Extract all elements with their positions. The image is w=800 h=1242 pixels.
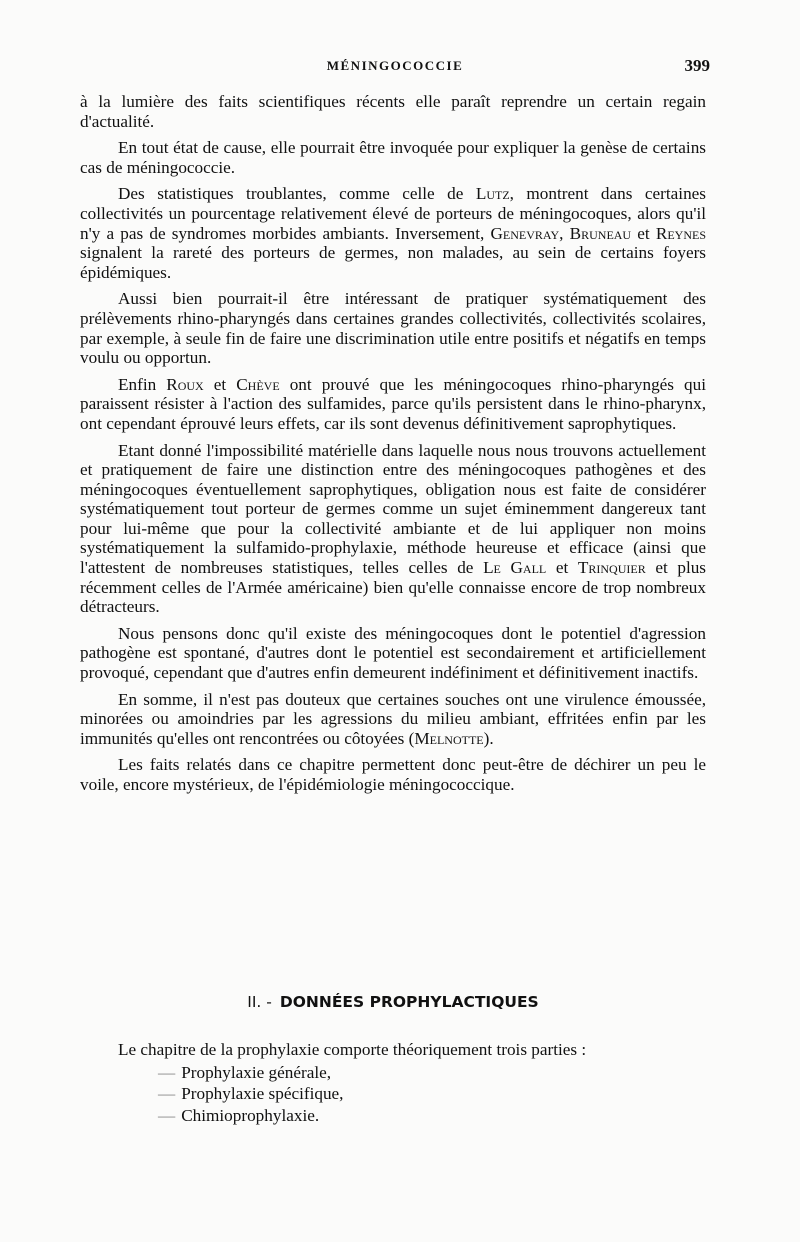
list-item (158, 1084, 706, 1104)
author-name-roux: Roux (166, 374, 204, 394)
list-item-label: Prophylaxie spécifique, (181, 1084, 344, 1104)
author-name-genevray: Genevray (490, 223, 560, 243)
page-number: 399 (684, 56, 710, 75)
text-run: et (546, 558, 578, 578)
text-run: signalent la rareté des porteurs de germes, non malades, au sein de certains foyers épidémiques. (80, 243, 706, 282)
author-name-cheve: Chève (236, 374, 280, 394)
list-item-label: Chimioprophylaxie. (181, 1105, 320, 1125)
paragraph-7: Nous pensons donc qu'il existe des méningocoques dont le potentiel d'agression pathogène est spontané, d'autres dont le potentiel est secondairement et artificiellement provoqué, cependant que d'autres enfin demeurent indéfiniment et définitivement inactifs. (80, 623, 706, 683)
text-run: et (631, 223, 656, 243)
running-head (80, 58, 710, 80)
section-number: II. - (247, 993, 272, 1011)
list-item (158, 1106, 706, 1126)
text-run: et (203, 374, 237, 394)
body-text (80, 92, 706, 802)
section-title: DONNÉES PROPHYLACTIQUES (279, 993, 539, 1011)
paragraph-1: à la lumière des faits scientifiques récents elle paraît reprendre un certain regain d'actualité. (80, 92, 706, 131)
list-item (158, 1063, 706, 1083)
text-run: et plus récemment celles de l'Armée américaine) bien qu'elle connaisse encore de trop nombreux détracteurs. (80, 558, 706, 617)
dash-icon: — (158, 1105, 176, 1125)
text-run: En somme, il n'est pas douteux que certaines souches ont une virulence émoussée, minorées ou amoindries par les agressions du milieu ambiant, effritées enfin par les immunités qu'elles ont rencontrées ou côtoyées ( (80, 689, 706, 748)
text-run: , (559, 223, 570, 243)
paragraph-6 (80, 441, 706, 617)
author-name-lutz: Lutz (475, 184, 510, 204)
prophylaxis-list (80, 1063, 706, 1126)
section-heading (80, 993, 706, 1011)
running-title: MÉNINGOCOCCIE (326, 58, 464, 73)
author-name-le-gall: Le Gall (483, 558, 547, 578)
section-body (80, 1040, 706, 1127)
author-name-melnotte: Melnotte (414, 728, 484, 748)
text-run: , montrent dans certaines collectivités un pourcentage relativement élevé de porteurs de méningocoques, alors qu'il n'y a pas de syndromes morbides ambiants. Inversement, (80, 184, 706, 243)
paragraph-9: Les faits relatés dans ce chapitre permettent donc peut-être de déchirer un peu le voile, encore mystérieux, de l'épidémiologie méningococcique. (80, 755, 706, 794)
author-name-reynes: Reynes (655, 223, 707, 243)
dash-icon: — (158, 1062, 176, 1082)
paragraph-2: En tout état de cause, elle pourrait être invoquée pour expliquer la genèse de certains cas de méningococcie. (80, 138, 706, 177)
text-run: ont prouvé que les méningocoques rhino-pharyngés qui paraissent résister à l'action des sulfamides, parce qu'ils persistent dans le rhino-pharynx, ont cependant éprouvé leurs effets, car ils sont devenus définitivement saprophytiques. (80, 374, 706, 433)
text-run: Etant donné l'impossibilité matérielle dans laquelle nous nous trouvons actuellement et pratiquement de faire une distinction entre des méningocoques pathogènes et des méningocoques éventuellement saprophytiques, obligation nous est faite de considérer systématiquement tout porteur de germes comme un sujet éminemment dangereux tant pour lui-même que pour la collectivité ambiante et de lui appliquer non moins systématiquement la sulfamido-prophylaxie, méthode heureuse et efficace (ainsi que l'attestent de nombreuses statistiques, telles celles de (80, 440, 706, 578)
paragraph-3 (80, 184, 706, 282)
list-item-label: Prophylaxie générale, (181, 1062, 332, 1082)
dash-icon: — (158, 1084, 176, 1104)
author-name-trinquier: Trinquier (577, 558, 646, 578)
paragraph-4: Aussi bien pourrait-il être intéressant de pratiquer systématiquement des prélèvements rhino-pharyngés dans certaines grandes collectivités, collectivités scolaires, par exemple, à seule fin de faire une discrimination utile entre positifs et négatifs en temps voulu ou opportun. (80, 289, 706, 368)
text-run: Enfin (118, 374, 167, 394)
text-run: ). (483, 728, 494, 748)
text-run: Des statistiques troublantes, comme celle de (118, 184, 476, 204)
paragraph-8 (80, 690, 706, 749)
author-name-bruneau: Bruneau (569, 223, 632, 243)
paragraph-5 (80, 375, 706, 434)
section-intro: Le chapitre de la prophylaxie comporte théoriquement trois parties : (118, 1040, 587, 1059)
